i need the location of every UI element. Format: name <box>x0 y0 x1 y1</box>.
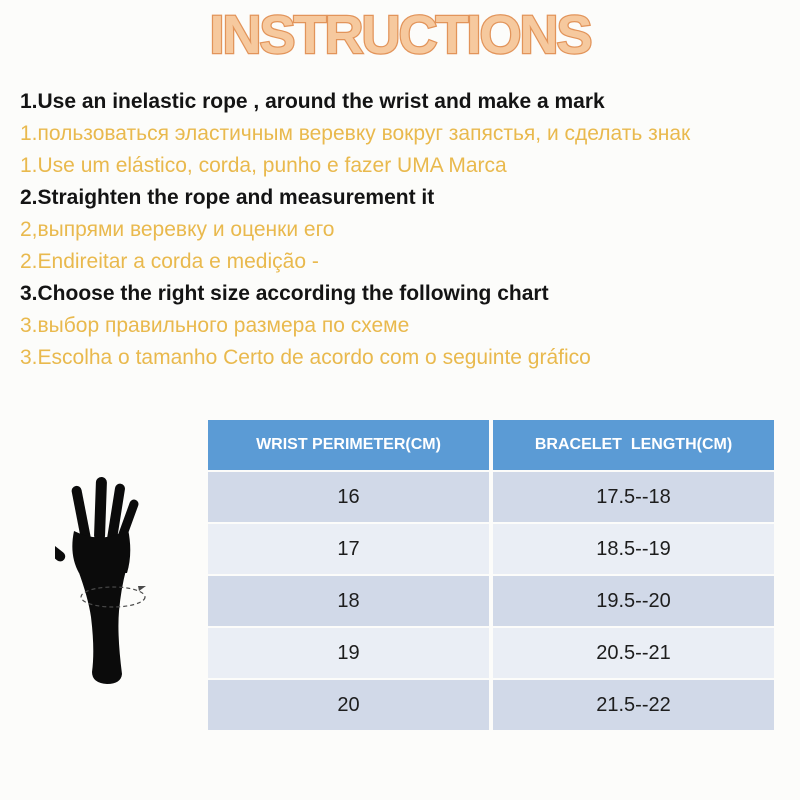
table-cell-length-16: 17.5--18 <box>493 472 774 522</box>
instruction-2-russian: 2,выпрями веревку и оценки его <box>20 218 335 241</box>
table-cell-wrist-18: 18 <box>208 576 489 626</box>
instruction-1-english: 1.Use an inelastic rope , around the wrist and make a mark <box>20 90 605 113</box>
table-cell-wrist-16: 16 <box>208 472 489 522</box>
table-cell-wrist-17: 17 <box>208 524 489 574</box>
size-chart-table <box>208 420 774 730</box>
page-title: INSTRUCTIONS <box>209 5 591 65</box>
instruction-1-portuguese: 1.Use um elástico, corda, punho e fazer UMA Marca <box>20 154 507 177</box>
instruction-3-russian: 3.выбор правильного размера по схеме <box>20 314 410 337</box>
table-cell-length-19: 20.5--21 <box>493 628 774 678</box>
table-cell-length-18: 19.5--20 <box>493 576 774 626</box>
hand-silhouette-icon <box>55 475 160 690</box>
instruction-2-portuguese: 2.Endireitar a corda e medição - <box>20 250 319 273</box>
table-cell-wrist-19: 19 <box>208 628 489 678</box>
column-header-wrist-perimeter: WRIST PERIMETER(CM) <box>208 420 489 470</box>
table-cell-length-17: 18.5--19 <box>493 524 774 574</box>
instruction-1-russian: 1.пользоваться эластичным веревку вокруг запястья, и сделать знак <box>20 122 691 145</box>
column-header-bracelet-length: BRACELET LENGTH(CM) <box>493 420 774 470</box>
instruction-3-english: 3.Choose the right size according the following chart <box>20 282 549 305</box>
instruction-3-portuguese: 3.Escolha o tamanho Certo de acordo com o seguinte gráfico <box>20 346 591 369</box>
instruction-2-english: 2.Straighten the rope and measurement it <box>20 186 435 209</box>
measure-arrow-icon <box>138 586 146 591</box>
table-cell-length-20: 21.5--22 <box>493 680 774 730</box>
hand-wrist-measurement-illustration <box>55 475 160 690</box>
instruction-list <box>20 86 790 374</box>
table-cell-wrist-20: 20 <box>208 680 489 730</box>
